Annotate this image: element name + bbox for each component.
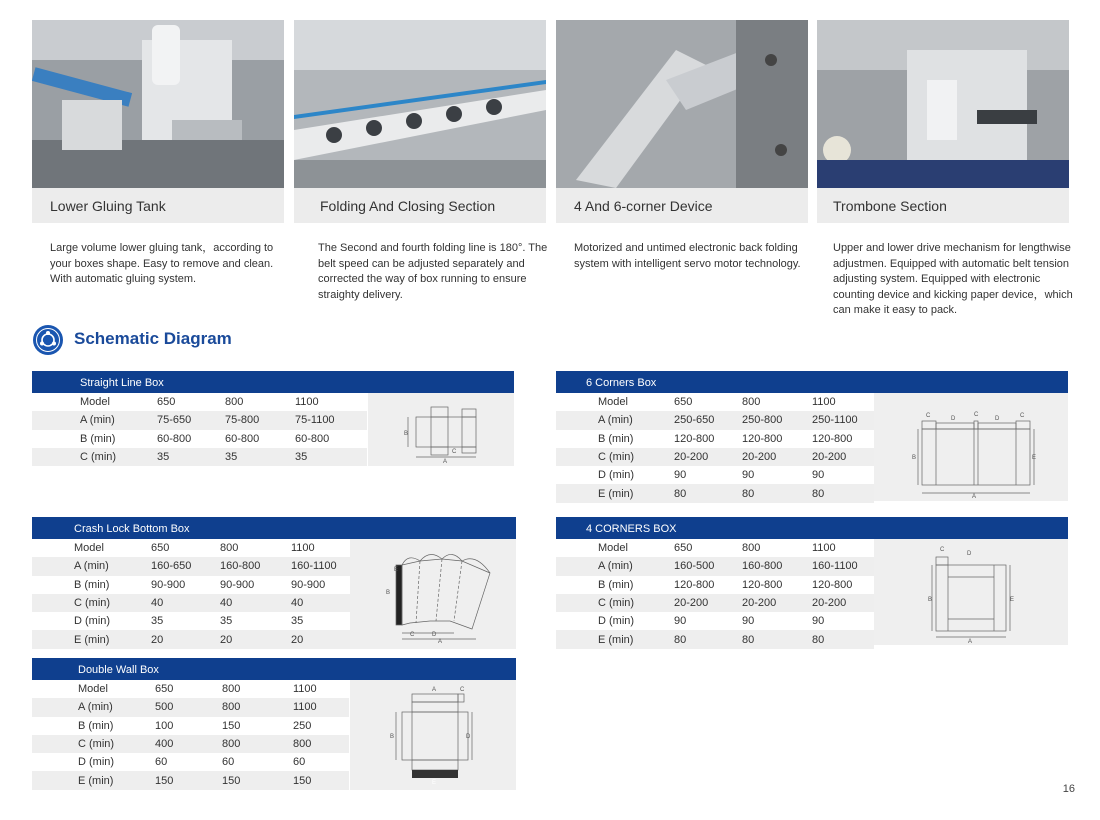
straight-line-box-diagram — [368, 393, 514, 466]
six-corners-box-diagram — [874, 393, 1068, 501]
cell-value: 160-800 — [220, 557, 291, 575]
row-label: E (min) — [556, 484, 674, 502]
label-e: E — [1010, 597, 1015, 603]
cell-value: 120-800 — [812, 432, 853, 445]
table-title: 4 CORNERS BOX — [556, 517, 1068, 539]
spec-table — [32, 680, 349, 790]
cell-value: 80 — [742, 484, 812, 502]
cell-value: 1100 — [295, 396, 319, 409]
label-c: C — [940, 547, 945, 553]
row-label: C (min) — [32, 594, 151, 612]
table-row — [556, 630, 874, 648]
table-title: 6 Corners Box — [556, 371, 1068, 393]
label-b: B — [912, 455, 917, 461]
photo-corner-device — [556, 20, 808, 188]
table-row — [32, 557, 350, 575]
cell-value: 150 — [293, 771, 349, 789]
cell-value: 800 — [222, 735, 293, 753]
table-row — [32, 735, 349, 753]
four-corners-box-diagram — [874, 539, 1068, 645]
cell-value: 90 — [742, 615, 755, 628]
row-label: E (min) — [32, 771, 155, 789]
double-wall-box-diagram — [350, 680, 516, 790]
table-row — [32, 430, 367, 448]
cell-value: 80 — [674, 630, 742, 648]
cell-value: 80 — [742, 630, 812, 648]
cell-value: 90-900 — [291, 578, 326, 591]
spec-table — [556, 539, 874, 649]
label-c: C — [1020, 413, 1025, 419]
row-label: A (min) — [556, 411, 674, 429]
cell-value: 800 — [222, 698, 293, 716]
cell-value: 1100 — [812, 542, 836, 555]
row-label: A (min) — [32, 698, 155, 716]
cell-value: 400 — [155, 735, 222, 753]
spec-table — [556, 393, 874, 503]
cell-value: 250-1100 — [812, 411, 874, 429]
table-straight-line-box — [32, 371, 514, 466]
cell-value: 35 — [220, 615, 233, 628]
photo-folding-closing-section — [294, 20, 546, 188]
feature-desc-corner-device: Motorized and untimed electronic back folding system with intelligent servo motor technology. — [574, 242, 801, 270]
label-a: A — [438, 639, 443, 645]
cell-value: 150 — [155, 771, 222, 789]
row-label: Model — [78, 683, 108, 696]
row-label: B (min) — [74, 578, 110, 591]
label-e: E — [1032, 455, 1037, 461]
table-row — [556, 430, 874, 448]
row-label: C (min) — [32, 448, 157, 466]
table-crash-lock-bottom-box — [32, 517, 516, 649]
cell-value: 800 — [222, 683, 241, 696]
table-row — [556, 594, 874, 612]
row-label: Model — [74, 542, 104, 555]
cell-value: 1100 — [291, 542, 315, 555]
label-d: D — [466, 734, 471, 740]
cell-value: 650 — [674, 542, 693, 555]
table-row — [556, 612, 874, 630]
cell-value: 650 — [674, 396, 693, 409]
feature-title-folding-closing: Folding And Closing Section — [294, 188, 546, 223]
cell-value: 60-800 — [225, 432, 260, 445]
cell-value: 20-200 — [742, 448, 812, 466]
feature-desc-lower-gluing-tank: Large volume lower gluing tank，according to your boxes shape. Easy to remove and clean. With automatic gluing system. — [50, 242, 274, 285]
cell-value: 90-900 — [220, 578, 255, 591]
cell-value: 150 — [222, 719, 241, 732]
cell-value: 800 — [742, 396, 761, 409]
cell-value: 60 — [222, 756, 235, 769]
cell-value: 40 — [220, 594, 291, 612]
cell-value: 120-800 — [742, 578, 783, 591]
cell-value: 160-1100 — [291, 557, 350, 575]
cell-value: 75-650 — [157, 411, 225, 429]
cell-value: 90 — [742, 469, 755, 482]
table-6-corners-box — [556, 371, 1068, 503]
cell-value: 35 — [225, 448, 295, 466]
label-a: A — [968, 639, 973, 645]
cell-value: 90 — [674, 469, 687, 482]
feature-desc-trombone: Upper and lower drive mechanism for lengthwise adjustmen. Equipped with automatic belt tension adjusting system. Equipped with electronic counting device and kicking paper device，which can make it easy to pack. — [833, 242, 1073, 316]
cell-value: 250-800 — [742, 411, 812, 429]
cell-value: 800 — [742, 542, 761, 555]
cell-value: 20-200 — [674, 594, 742, 612]
row-label: E (min) — [32, 630, 151, 648]
row-label: D (min) — [598, 469, 635, 482]
label-a: A — [443, 459, 448, 465]
table-title: Double Wall Box — [32, 658, 516, 680]
label-b: B — [390, 734, 395, 740]
label-c: C — [974, 412, 979, 418]
cell-value: 1100 — [293, 698, 349, 716]
cell-value: 35 — [151, 615, 164, 628]
table-row — [556, 484, 874, 502]
row-label: B (min) — [78, 719, 114, 732]
cell-value: 35 — [291, 615, 304, 628]
cell-value: 120-800 — [674, 432, 715, 445]
row-label: Model — [598, 396, 628, 409]
table-row — [32, 771, 349, 789]
cell-value: 20-200 — [812, 594, 874, 612]
cell-value: 90 — [812, 615, 825, 628]
row-label: Model — [598, 542, 628, 555]
table-row — [32, 594, 350, 612]
cell-value: 80 — [674, 484, 742, 502]
label-d: D — [995, 416, 1000, 422]
table-row — [556, 466, 874, 484]
row-label: C (min) — [556, 594, 674, 612]
cell-value: 40 — [151, 594, 220, 612]
cell-value: 40 — [291, 594, 350, 612]
row-label: D (min) — [74, 615, 111, 628]
cell-value: 60 — [293, 756, 306, 769]
cell-value: 20-200 — [812, 448, 874, 466]
cell-value: 120-800 — [742, 432, 783, 445]
label-d: D — [432, 632, 437, 638]
table-title: Straight Line Box — [32, 371, 514, 393]
table-row — [556, 411, 874, 429]
table-row — [32, 411, 367, 429]
table-double-wall-box — [32, 658, 516, 790]
row-label: D (min) — [78, 756, 115, 769]
label-e: E — [394, 567, 399, 573]
cell-value: 20-200 — [742, 594, 812, 612]
label-c: C — [410, 632, 415, 638]
cell-value: 120-800 — [812, 578, 853, 591]
cell-value: 75-1100 — [295, 411, 367, 429]
feature-desc-folding-closing: The Second and fourth folding line is 180°. The belt speed can be adjusted separately and corrected the way of box running to ensure straighty delivery. — [318, 242, 548, 301]
label-d: D — [967, 551, 972, 557]
label-b: B — [928, 597, 933, 603]
row-label: A (min) — [32, 411, 157, 429]
table-row — [556, 576, 874, 594]
cell-value: 20 — [151, 630, 220, 648]
table-row — [32, 576, 350, 594]
cell-value: 800 — [225, 396, 244, 409]
label-a: A — [972, 494, 977, 500]
cell-value: 160-500 — [674, 557, 742, 575]
label-e: E — [432, 780, 437, 786]
cell-value: 800 — [220, 542, 239, 555]
table-row — [32, 539, 350, 557]
feature-title-lower-gluing-tank: Lower Gluing Tank — [32, 188, 284, 223]
label-b: B — [386, 590, 391, 596]
table-row — [556, 557, 874, 575]
row-label: B (min) — [598, 432, 634, 445]
cell-value: 60 — [155, 756, 168, 769]
row-label: C (min) — [556, 448, 674, 466]
cell-value: 35 — [157, 448, 225, 466]
cell-value: 80 — [812, 630, 874, 648]
cell-value: 20 — [291, 630, 350, 648]
table-4-corners-box — [556, 517, 1068, 649]
table-row — [32, 698, 349, 716]
row-label: Model — [80, 396, 110, 409]
cell-value: 160-800 — [742, 557, 812, 575]
row-label: B (min) — [598, 578, 634, 591]
cell-value: 650 — [155, 683, 174, 696]
cell-value: 20 — [220, 630, 291, 648]
table-row — [32, 717, 349, 735]
cell-value: 90 — [674, 615, 687, 628]
page-number: 16 — [1062, 783, 1075, 795]
cell-value: 150 — [222, 771, 293, 789]
cell-value: 80 — [812, 484, 874, 502]
cell-value: 1100 — [293, 683, 317, 696]
table-row — [32, 753, 349, 771]
cell-value: 20-200 — [674, 448, 742, 466]
table-title: Crash Lock Bottom Box — [32, 517, 516, 539]
label-a: A — [432, 687, 437, 693]
label-d: D — [951, 416, 956, 422]
cell-value: 160-1100 — [812, 557, 874, 575]
cell-value: 90 — [812, 469, 825, 482]
cell-value: 60-800 — [295, 432, 330, 445]
cell-value: 160-650 — [151, 557, 220, 575]
cell-value: 90-900 — [151, 578, 186, 591]
cell-value: 75-800 — [225, 411, 295, 429]
table-row — [556, 539, 874, 557]
cell-value: 120-800 — [674, 578, 715, 591]
crash-lock-bottom-box-diagram — [350, 539, 516, 649]
schematic-title: Schematic Diagram — [74, 329, 232, 348]
photo-trombone-section — [817, 20, 1069, 188]
cell-value: 1100 — [812, 396, 836, 409]
table-row — [556, 448, 874, 466]
cell-value: 250 — [293, 719, 312, 732]
row-label: E (min) — [556, 630, 674, 648]
cell-value: 35 — [295, 448, 367, 466]
label-c: C — [926, 413, 931, 419]
cell-value: 650 — [157, 396, 176, 409]
cell-value: 500 — [155, 698, 222, 716]
label-b: B — [404, 431, 409, 437]
cell-value: 800 — [293, 735, 349, 753]
schematic-cycle-icon — [32, 324, 64, 356]
feature-title-trombone: Trombone Section — [817, 188, 1069, 223]
table-row — [556, 393, 874, 411]
cell-value: 100 — [155, 719, 174, 732]
label-c: C — [452, 449, 457, 455]
feature-title-corner-device: 4 And 6-corner Device — [556, 188, 808, 223]
row-label: A (min) — [556, 557, 674, 575]
row-label: A (min) — [32, 557, 151, 575]
cell-value: 650 — [151, 542, 170, 555]
table-row — [32, 630, 350, 648]
row-label: D (min) — [598, 615, 635, 628]
row-label: B (min) — [80, 432, 116, 445]
cell-value: 60-800 — [157, 432, 192, 445]
photo-lower-gluing-tank — [32, 20, 284, 188]
label-c: C — [460, 687, 465, 693]
table-row — [32, 448, 367, 466]
table-row — [32, 612, 350, 630]
table-row — [32, 393, 367, 411]
row-label: C (min) — [32, 735, 155, 753]
table-row — [32, 680, 349, 698]
spec-table — [32, 539, 350, 649]
cell-value: 250-650 — [674, 411, 742, 429]
spec-table — [32, 393, 367, 466]
